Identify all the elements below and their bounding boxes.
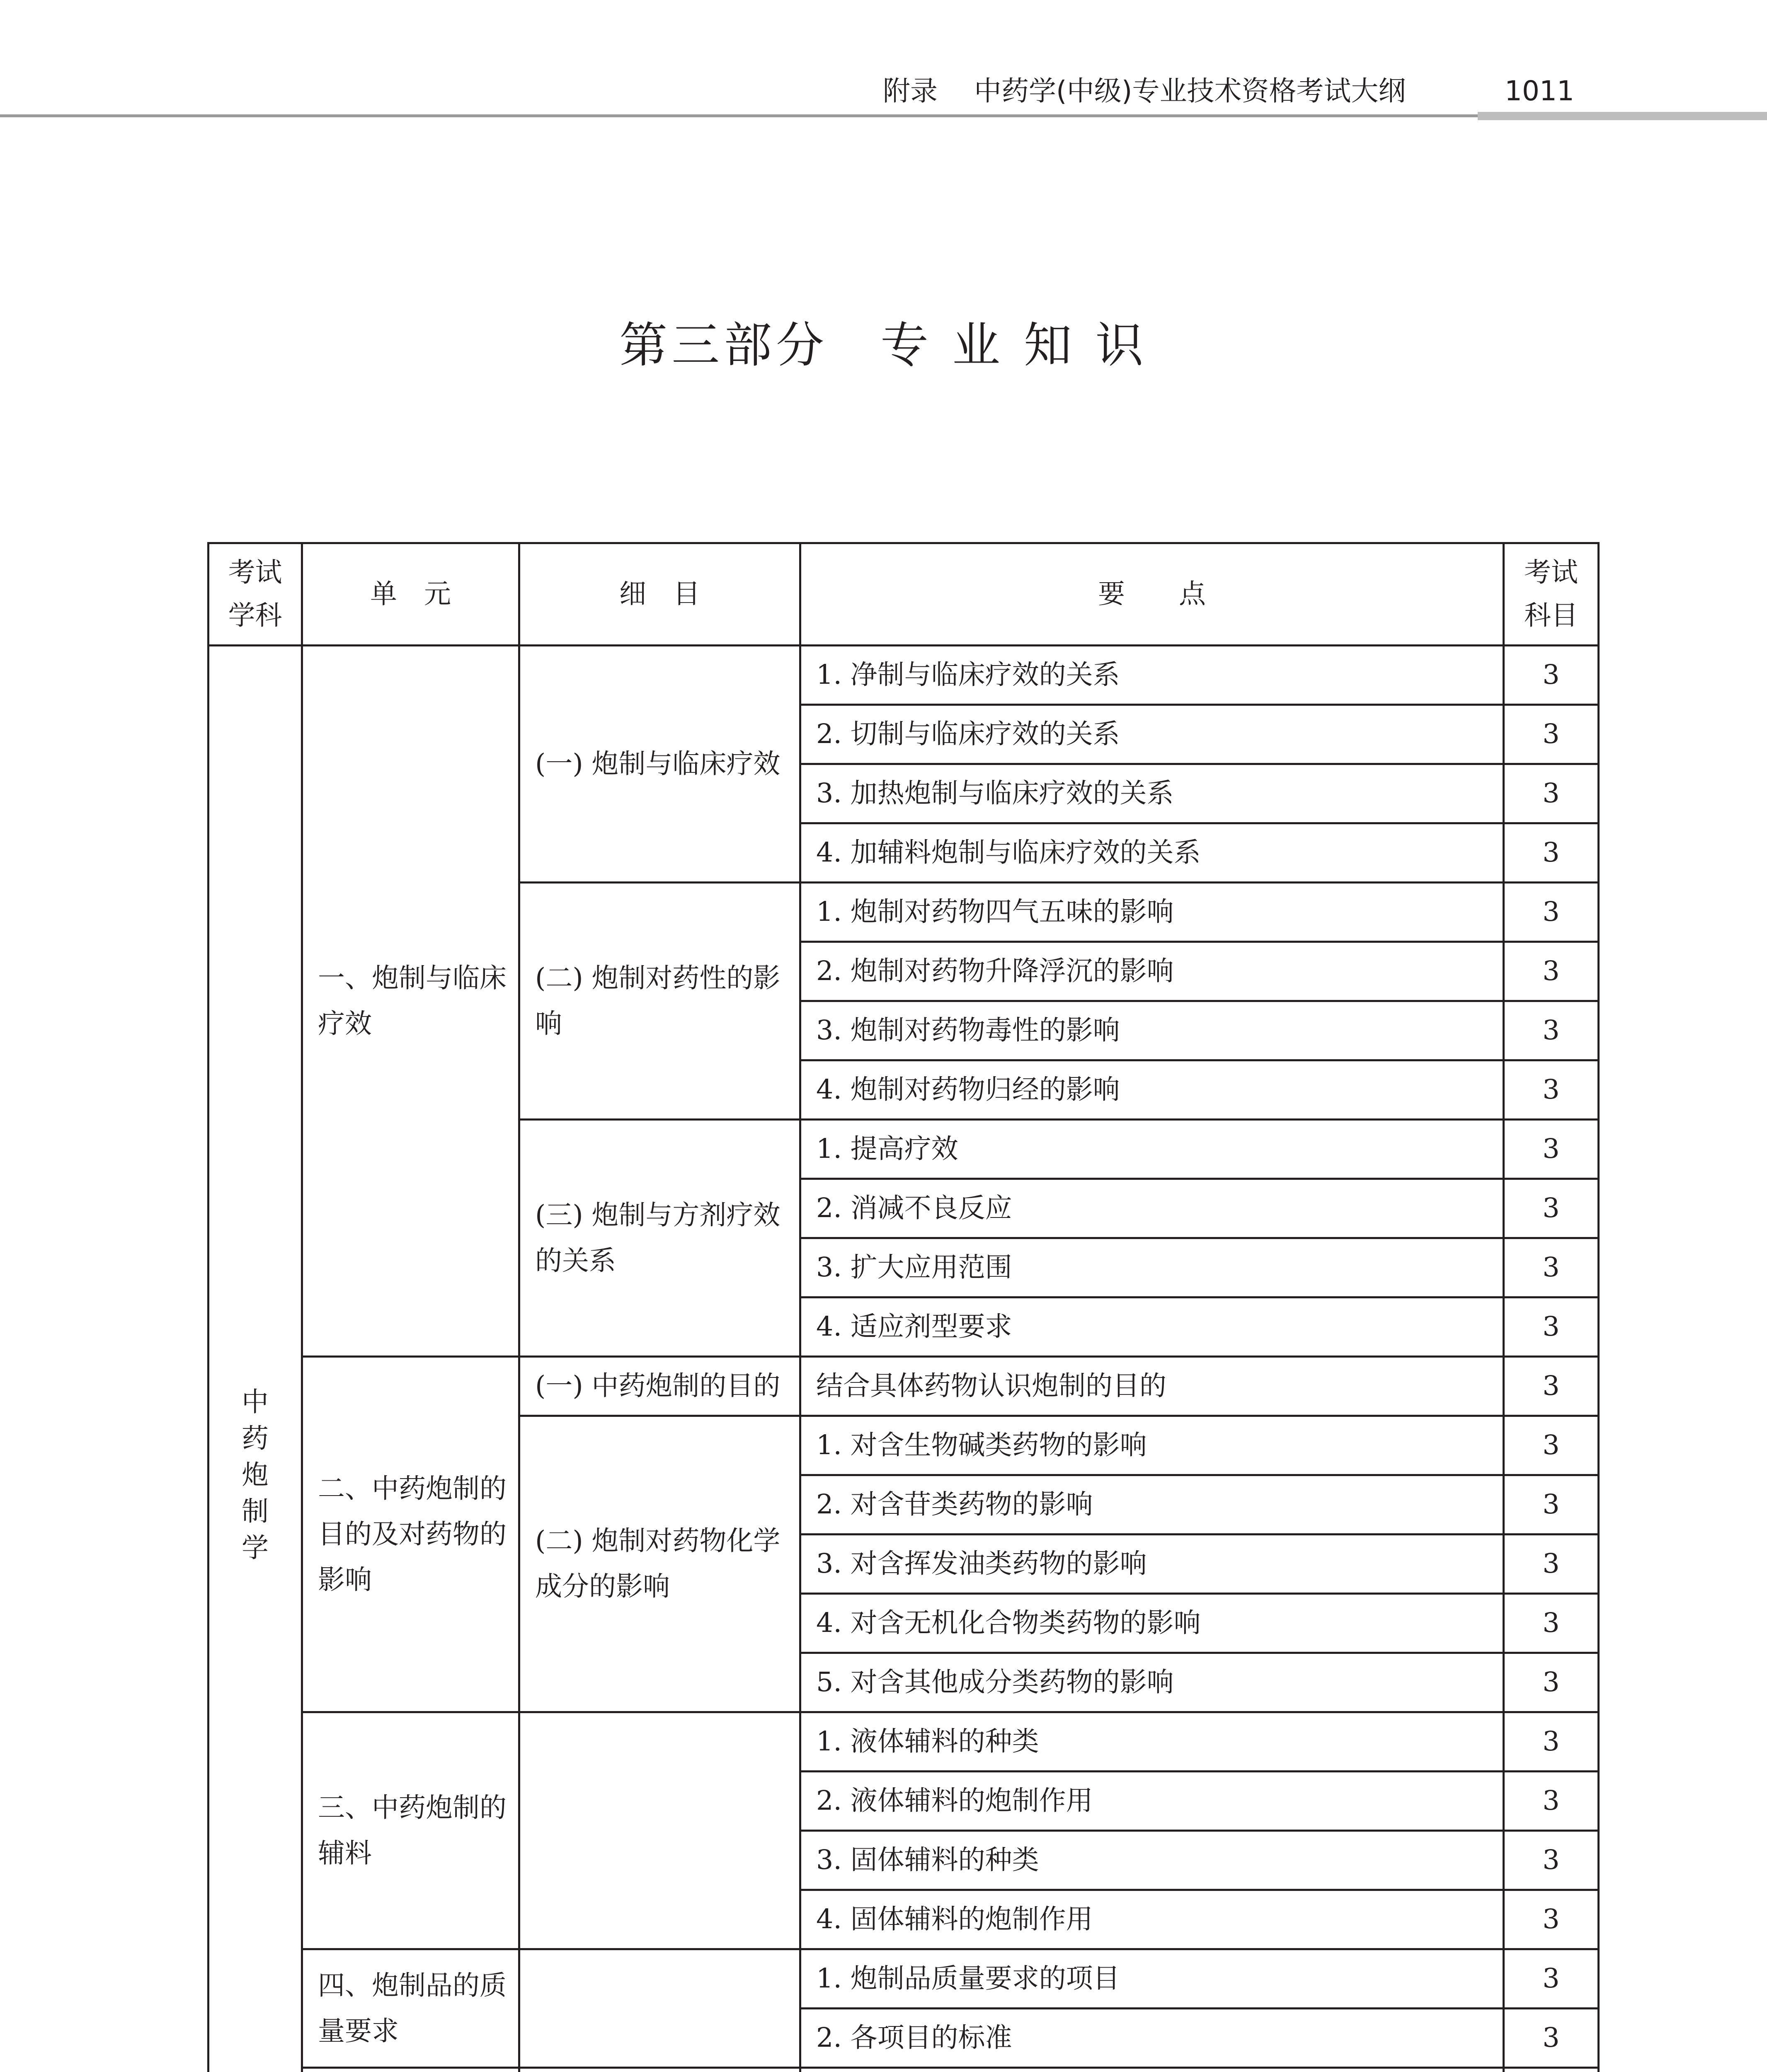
point-cell: 3. 扩大应用范围 (800, 1238, 1504, 1297)
point-cell: 1. 炮制对药物四气五味的影响 (800, 883, 1504, 942)
table-header-row (208, 543, 1599, 646)
table-body (208, 646, 1599, 2072)
level-cell: 3 (1504, 646, 1599, 705)
point-cell: 1. 提高疗效 (800, 1120, 1504, 1179)
level-cell: 3 (1504, 764, 1599, 823)
column-header-level: 考试 科目 (1504, 543, 1599, 646)
item-cell: (三) 炮制与方剂疗效的关系 (519, 1120, 800, 1357)
point-cell: 1. 液体辅料的种类 (800, 1712, 1504, 1772)
level-cell: 3 (1504, 1060, 1599, 1120)
table-row (208, 1712, 1599, 1772)
point-cell: 3. 炮制对药物毒性的影响 (800, 1001, 1504, 1060)
level-cell: 3 (1504, 1120, 1599, 1179)
level-cell: 3 (1504, 1594, 1599, 1653)
item-cell (519, 2068, 800, 2072)
level-cell: 3 (1504, 1416, 1599, 1475)
level-cell: 3 (1504, 1949, 1599, 2009)
point-cell: 2. 切制与临床疗效的关系 (800, 705, 1504, 764)
level-cell: 3 (1504, 1890, 1599, 1949)
point-cell: 结合具体药物认识炮制的目的 (800, 1357, 1504, 1416)
unit-cell: 四、炮制品的质量要求 (302, 1949, 519, 2068)
item-cell: (一) 中药炮制的目的 (519, 1357, 800, 1416)
column-header-item: 细 目 (519, 543, 800, 646)
column-header-subject: 考试 学科 (208, 543, 302, 646)
level-cell: 3 (1504, 942, 1599, 1001)
header-rule-accent (1478, 112, 1767, 120)
unit-cell (302, 2068, 519, 2072)
subject-cell: 中药炮制学 (208, 646, 302, 2072)
point-cell (800, 2068, 1504, 2072)
table-row (208, 2068, 1599, 2072)
table-row (208, 646, 1599, 705)
point-cell: 2. 各项目的标准 (800, 2009, 1504, 2068)
point-cell: 4. 炮制对药物归经的影响 (800, 1060, 1504, 1120)
point-cell: 2. 对含苷类药物的影响 (800, 1475, 1504, 1535)
point-cell: 4. 加辅料炮制与临床疗效的关系 (800, 823, 1504, 883)
point-cell: 5. 对含其他成分类药物的影响 (800, 1653, 1504, 1712)
item-cell: (二) 炮制对药物化学成分的影响 (519, 1416, 800, 1712)
point-cell: 3. 加热炮制与临床疗效的关系 (800, 764, 1504, 823)
column-header-unit: 单 元 (302, 543, 519, 646)
unit-cell: 一、炮制与临床疗效 (302, 646, 519, 1357)
level-cell: 3 (1504, 1001, 1599, 1060)
header-book-title: 中药学(中级)专业技术资格考试大纲 (974, 75, 1406, 107)
level-cell: 3 (1504, 1179, 1599, 1238)
level-cell: 3 (1504, 1712, 1599, 1772)
exam-outline-table (207, 542, 1600, 2072)
point-cell: 2. 液体辅料的炮制作用 (800, 1772, 1504, 1831)
level-cell: 3 (1504, 1535, 1599, 1594)
level-cell: 3 (1504, 2009, 1599, 2068)
table-row (208, 1357, 1599, 1416)
point-cell: 2. 消减不良反应 (800, 1179, 1504, 1238)
point-cell: 4. 固体辅料的炮制作用 (800, 1890, 1504, 1949)
level-cell: 3 (1504, 823, 1599, 883)
item-cell (519, 1949, 800, 2068)
item-cell (519, 1712, 800, 1949)
item-cell: (二) 炮制对药性的影响 (519, 883, 800, 1120)
level-cell: 3 (1504, 1475, 1599, 1535)
level-cell: 3 (1504, 1357, 1599, 1416)
point-cell: 4. 对含无机化合物类药物的影响 (800, 1594, 1504, 1653)
level-cell (1504, 2068, 1599, 2072)
point-cell: 1. 对含生物碱类药物的影响 (800, 1416, 1504, 1475)
level-cell: 3 (1504, 1772, 1599, 1831)
table-row (208, 1949, 1599, 2009)
point-cell: 2. 炮制对药物升降浮沉的影响 (800, 942, 1504, 1001)
point-cell: 1. 净制与临床疗效的关系 (800, 646, 1504, 705)
level-cell: 3 (1504, 1831, 1599, 1890)
point-cell: 3. 对含挥发油类药物的影响 (800, 1535, 1504, 1594)
section-title: 第三部分 专 业 知 识 (619, 317, 1148, 373)
point-cell: 3. 固体辅料的种类 (800, 1831, 1504, 1890)
unit-cell: 二、中药炮制的目的及对药物的影响 (302, 1357, 519, 1712)
page-number: 1011 (1505, 75, 1574, 107)
level-cell: 3 (1504, 705, 1599, 764)
header-rule (0, 114, 1478, 117)
item-cell: (一) 炮制与临床疗效 (519, 646, 800, 883)
header-appendix-label: 附录 (883, 75, 938, 107)
level-cell: 3 (1504, 1297, 1599, 1357)
column-header-point: 要 点 (800, 543, 1504, 646)
level-cell: 3 (1504, 883, 1599, 942)
level-cell: 3 (1504, 1238, 1599, 1297)
point-cell: 1. 炮制品质量要求的项目 (800, 1949, 1504, 2009)
point-cell: 4. 适应剂型要求 (800, 1297, 1504, 1357)
level-cell: 3 (1504, 1653, 1599, 1712)
running-header (0, 0, 1767, 124)
unit-cell: 三、中药炮制的辅料 (302, 1712, 519, 1949)
